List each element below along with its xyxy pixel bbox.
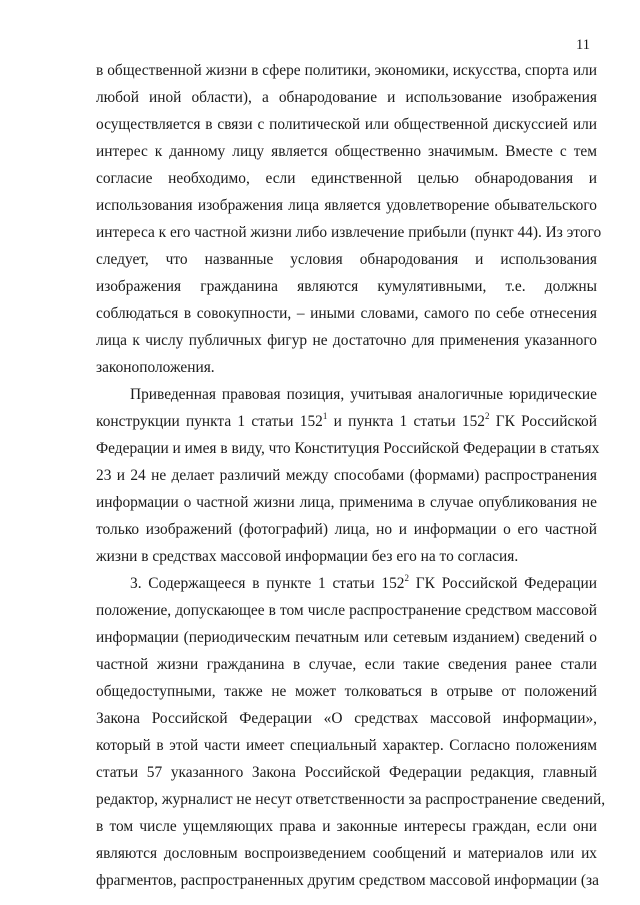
text-line [96,412,597,432]
text-fragment: 3. Содержащееся в пункте 1 статьи 152 [130,575,405,592]
superscript: 2 [404,572,409,583]
text-line: статьи 57 указанного Закона Российской Федерации редакция, главный [96,764,597,781]
text-line: любой иной области), а обнародование и использование изображения [96,89,597,106]
text-line: интереса к его частной жизни либо извлечение прибыли (пункт 44). Из этого [96,224,602,241]
text-line: Закона Российской Федерации «О средствах массовой информации», [96,710,597,727]
page-number: 11 [576,37,590,53]
text-fragment: ГК Российской Федерации [409,575,597,592]
text-line: согласие необходимо, если единственной целью обнародования и [96,170,597,187]
text-line: законоположения. [96,359,215,376]
superscript: 1 [322,410,328,421]
text-line: жизни в средствах массовой информации без его на то согласия. [96,548,519,565]
text-fragment: ГК Российской [489,413,597,430]
superscript: 2 [484,410,490,421]
text-line: в общественной жизни в сфере политики, экономики, искусства, спорта или [96,62,597,79]
text-line: использования изображения лица является удовлетворение обывательского [96,197,597,214]
text-line: следует, что названные условия обнародования и использования [96,251,597,268]
text-line: 23 и 24 не делает различий между способами (формами) распространения [96,467,597,484]
text-line: информации о частной жизни лица, применима в случае опубликования не [96,494,597,511]
text-line: соблюдаться в совокупности, – иными словами, самого по себе отнесения [96,305,597,322]
text-line: интерес к данному лицу является общественно значимым. Вместе с тем [96,143,597,160]
text-line: только изображений (фотографий) лица, но и информации о его частной [96,521,597,538]
text-fragment: и пункта 1 статьи 152 [327,413,485,430]
paragraph-first-line: Приведенная правовая позиция, учитывая аналогичные юридические [130,386,597,403]
text-line: осуществляется в связи с политической или общественной дискуссией или [96,116,597,133]
text-line: являются дословным воспроизведением сообщений и материалов или их [96,845,597,862]
text-line: в том числе ущемляющих права и законные интересы граждан, если они [96,818,597,835]
text-line: положение, допускающее в том числе распространение средством массовой [96,602,597,619]
text-line: изображения гражданина являются кумулятивными, т.е. должны [96,278,597,295]
text-line: который в этой части имеет специальный характер. Согласно положениям [96,737,597,754]
text-line: фрагментов, распространенных другим средством массовой информации (за [96,872,599,889]
text-line: редактор, журналист не несут ответственности за распространение сведений, [96,791,606,808]
text-line: общедоступными, также не может толковаться в отрыве от положений [96,683,597,700]
text-line: Федерации и имея в виду, что Конституция Российской Федерации в статьях [96,440,600,457]
paragraph-first-line [130,574,597,594]
text-line: информации (периодическим печатным или сетевым изданием) сведений о [96,629,597,646]
text-line: лица к числу публичных фигур не достаточно для применения указанного [96,332,597,349]
text-fragment: конструкции пункта 1 статьи 152 [96,413,323,430]
text-line: частной жизни гражданина в случае, если такие сведения ранее стали [96,656,597,673]
